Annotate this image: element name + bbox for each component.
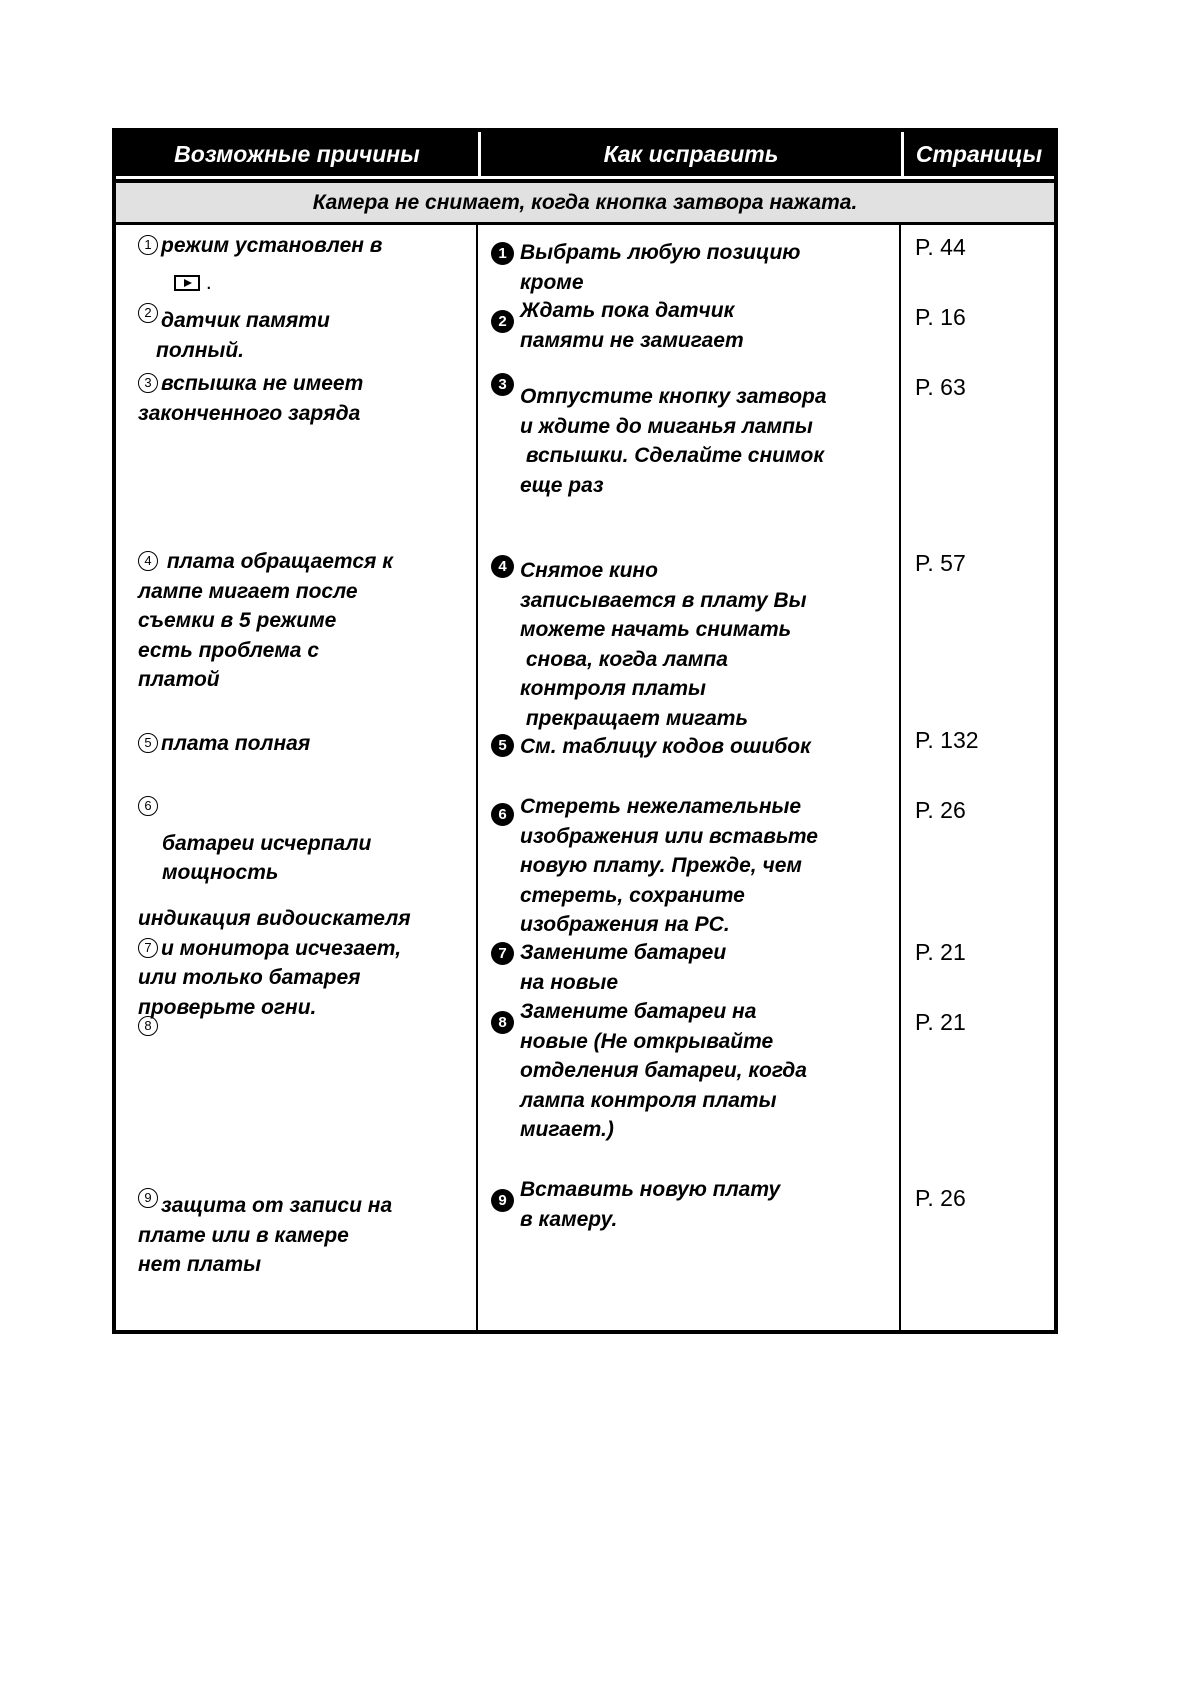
fix-9: Вставить новую плату в камеру. xyxy=(520,1178,781,1231)
cause-number: 8 xyxy=(138,1016,158,1036)
troubleshooting-table xyxy=(112,128,1058,1334)
cause-number: 5 xyxy=(138,733,158,753)
cause-1-icon-line: . xyxy=(174,268,212,298)
header-fix: Как исправить xyxy=(603,141,779,167)
cause-4: 4 плата обращается к лампе мигает после съемки в 5 режиме есть проблема с платой xyxy=(138,550,393,691)
cause-7: индикация видоискателя 7 и монитора исчезает, или только батарея проверьте огни. xyxy=(138,907,411,1019)
fix-7: Замените батареи на новые xyxy=(520,941,727,994)
cause-number: 3 xyxy=(138,373,158,393)
cause-number: 9 xyxy=(138,1188,158,1208)
cause-9: 9 защита от записи на плате или в камере нет платы xyxy=(138,1190,393,1276)
fix-5-marker: 5 xyxy=(491,734,514,757)
page-ref: P. 57 xyxy=(915,550,966,576)
fix-3: Отпустите кнопку затвора и ждите до миганья лампы вспышки. Сделайте снимок еще раз xyxy=(520,385,827,497)
cause-6: 6 батареи исчерпали мощность xyxy=(138,796,371,888)
page-ref: P. 63 xyxy=(915,374,966,400)
cause-2: 2 датчик памяти полный. xyxy=(138,303,330,365)
playback-mode-icon xyxy=(174,275,200,291)
fix-7-marker: 7 xyxy=(491,942,514,965)
section-title: Камера не снимает, когда кнопка затвора нажата. xyxy=(116,183,1054,225)
fix-1: Выбрать любую позицию кроме xyxy=(520,241,801,294)
page-ref: P. 26 xyxy=(915,1185,966,1211)
page-ref: P. 21 xyxy=(915,939,966,965)
cause-number: 2 xyxy=(138,303,158,323)
fix-4: Снятое кино записывается в плату Вы можете начать снимать снова, когда лампа контроля платы прекращает мигать xyxy=(520,559,807,730)
page-ref: P. 16 xyxy=(915,304,966,330)
cause-8 xyxy=(138,1012,161,1042)
cause-1: 1 режим установлен в xyxy=(138,231,382,261)
column-divider xyxy=(899,225,901,1330)
fix-6-marker: 6 xyxy=(491,803,514,826)
fix-8-marker: 8 xyxy=(491,1011,514,1034)
page-ref: P. 26 xyxy=(915,797,966,823)
page-ref: P. 44 xyxy=(915,234,966,260)
cause-5: 5 плата полная xyxy=(138,729,310,759)
fix-9-marker: 9 xyxy=(491,1189,514,1212)
cause-number: 1 xyxy=(138,235,158,255)
cause-number: 6 xyxy=(138,796,158,816)
fix-8: Замените батареи на новые (Не открывайте отделения батареи, когда лампа контроля платы мигает.) xyxy=(520,1000,807,1141)
header-causes: Возможные причины xyxy=(174,141,420,167)
page-ref: P. 132 xyxy=(915,727,979,753)
cause-number: 7 xyxy=(138,938,158,958)
fix-4-marker: 4 xyxy=(491,555,514,578)
cause-number: 4 xyxy=(138,551,158,571)
column-divider xyxy=(476,225,478,1330)
fix-1-marker: 1 xyxy=(491,242,514,265)
fix-3-marker: 3 xyxy=(491,373,514,396)
fix-5: См. таблицу кодов ошибок xyxy=(520,735,811,758)
page-ref: P. 21 xyxy=(915,1009,966,1035)
fix-6: Стереть нежелательные изображения или вставьте новую плату. Прежде, чем стереть, сохраните изображения на PC. xyxy=(520,795,818,936)
header-pages: Страницы xyxy=(915,141,1043,167)
fix-2: Ждать пока датчик памяти не замигает xyxy=(520,299,744,352)
table-header xyxy=(116,132,1054,176)
cause-3: 3 вспышка не имеет законченного заряда xyxy=(138,372,364,425)
fix-2-marker: 2 xyxy=(491,310,514,333)
